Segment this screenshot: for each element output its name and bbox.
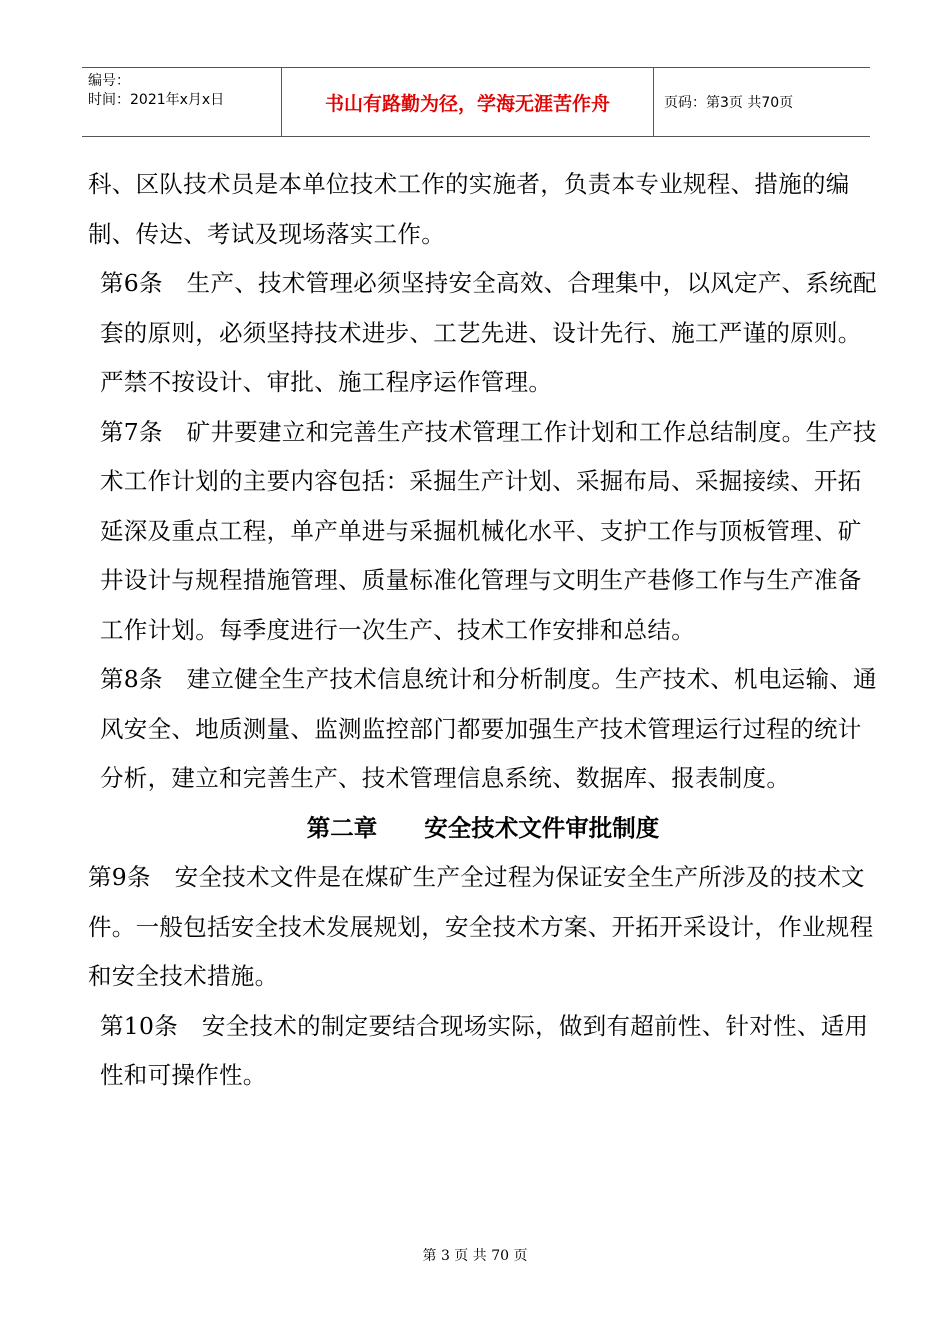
article-7: 第7条 矿井要建立和完善生产技术管理工作计划和工作总结制度。生产技术工作计划的主要内容包括：采掘生产计划、采掘布局、采掘接续、开拓延深及重点工程，单产单进与采掘机械化水平、支护工作与顶板管理、矿井设计与规程措施管理、质量标准化管理与文明生产巷修工作与生产准备工作计划。每季度进行一次生产、技术工作安排和总结。	[100, 417, 877, 644]
article-6: 第6条 生产、技术管理必须坚持安全高效、合理集中，以风定产、系统配套的原则，必须坚持技术进步、工艺先进、设计先行、施工严谨的原则。严禁不按设计、审批、施工程序运作管理。	[100, 269, 877, 396]
article-9: 第9条 安全技术文件是在煤矿生产全过程为保证安全生产所涉及的技术文件。一般包括安全技术发展规划，安全技术方案、开拓开采设计，作业规程和安全技术措施。	[88, 863, 874, 990]
header-page-info: 页码：第3页 共70页	[664, 95, 794, 111]
paragraph-continuation: 科、区队技术员是本单位技术工作的实施者，负责本专业规程、措施的编制、传达、考试及现场落实工作。	[88, 170, 850, 248]
serial-label: 编号：	[88, 73, 130, 89]
chapter-heading: 第二章 安全技术文件审批制度	[306, 813, 660, 842]
page-header	[82, 67, 870, 137]
document-body	[88, 160, 878, 1101]
date-label: 时间：2021年x月x日	[88, 92, 225, 108]
header-motto: 书山有路勤为径，学海无涯苦作舟	[282, 68, 654, 136]
article-8: 第8条 建立健全生产技术信息统计和分析制度。生产技术、机电运输、通风安全、地质测量、监测监控部门都要加强生产技术管理运行过程的统计分析，建立和完善生产、技术管理信息系统、数据库、报表制度。	[100, 665, 877, 792]
article-10: 第10条 安全技术的制定要结合现场实际，做到有超前性、针对性、适用性和可操作性。	[100, 1011, 869, 1089]
page-footer: 第 3 页 共 70 页	[422, 1248, 528, 1264]
header-meta	[82, 68, 282, 136]
